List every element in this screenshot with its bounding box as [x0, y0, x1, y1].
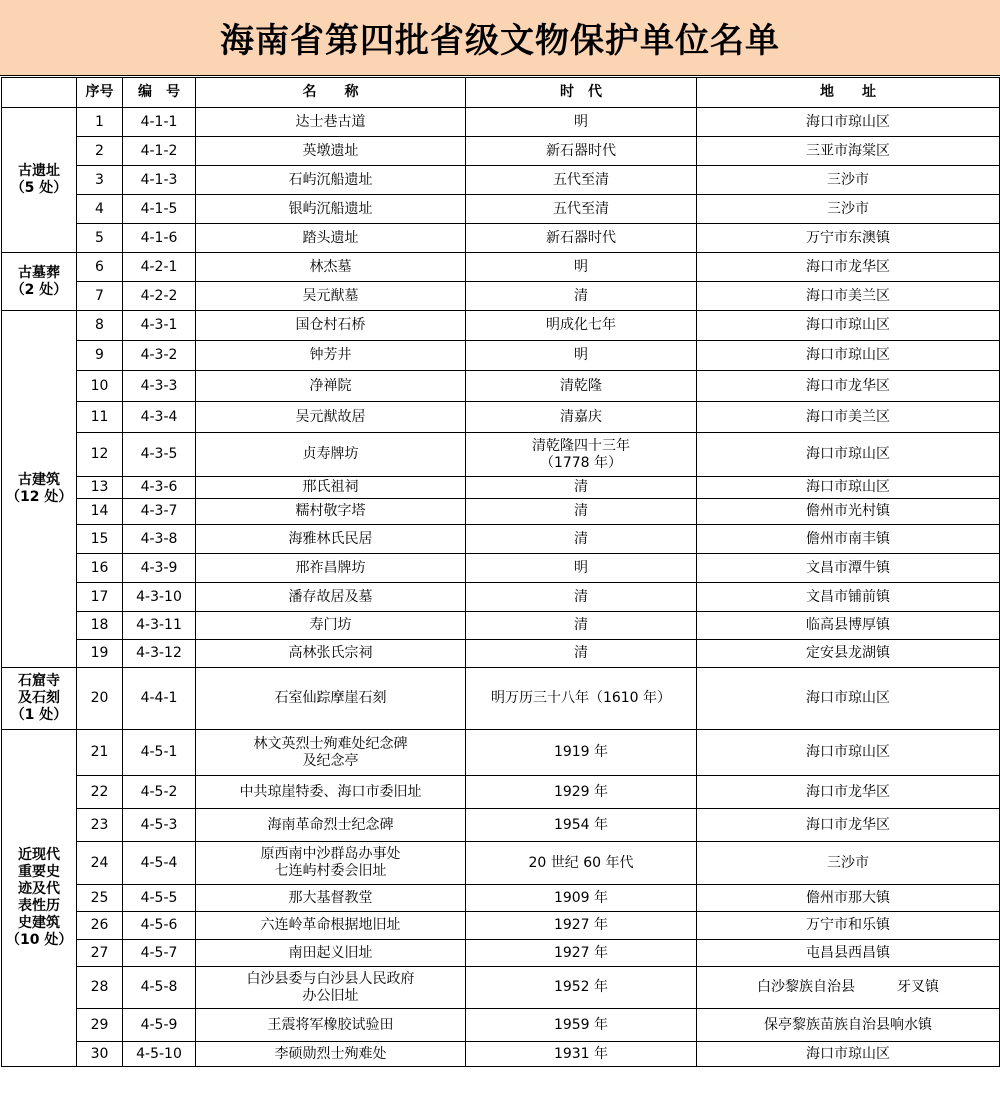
address-cell: 儋州市光村镇	[697, 499, 1000, 525]
address-cell: 文昌市潭牛镇	[697, 554, 1000, 583]
era-cell: 五代至清	[466, 195, 697, 224]
seq-cell: 24	[77, 842, 123, 885]
seq-cell: 21	[77, 730, 123, 776]
table-row	[2, 809, 1000, 842]
code-cell: 4-3-6	[123, 477, 196, 499]
table-row	[2, 583, 1000, 612]
category-cell: 古遗址 （5 处）	[2, 108, 77, 253]
table-row	[2, 668, 1000, 730]
table-row	[2, 1042, 1000, 1067]
name-cell: 寿门坊	[196, 612, 466, 640]
code-cell: 4-5-3	[123, 809, 196, 842]
table-row	[2, 776, 1000, 809]
era-cell: 五代至清	[466, 166, 697, 195]
table-body	[2, 108, 1000, 1067]
header-row	[2, 78, 1000, 108]
seq-cell: 23	[77, 809, 123, 842]
code-cell: 4-5-7	[123, 940, 196, 967]
era-cell: 1909 年	[466, 885, 697, 912]
code-cell: 4-3-3	[123, 371, 196, 402]
seq-cell: 26	[77, 912, 123, 940]
address-cell: 海口市美兰区	[697, 402, 1000, 433]
code-cell: 4-3-9	[123, 554, 196, 583]
name-cell: 达士巷古道	[196, 108, 466, 137]
address-cell: 海口市美兰区	[697, 282, 1000, 311]
name-cell: 糯村敬字塔	[196, 499, 466, 525]
name-cell: 银屿沉船遗址	[196, 195, 466, 224]
heritage-list-table	[1, 77, 1000, 1067]
seq-cell: 16	[77, 554, 123, 583]
seq-cell: 9	[77, 341, 123, 371]
address-cell: 三沙市	[697, 195, 1000, 224]
era-cell: 明	[466, 253, 697, 282]
name-cell: 海南革命烈士纪念碑	[196, 809, 466, 842]
era-cell: 清乾隆四十三年 （1778 年）	[466, 433, 697, 477]
table-row	[2, 640, 1000, 668]
code-cell: 4-1-2	[123, 137, 196, 166]
address-cell: 海口市琼山区	[697, 311, 1000, 341]
code-cell: 4-3-11	[123, 612, 196, 640]
seq-cell: 28	[77, 967, 123, 1009]
address-cell: 海口市琼山区	[697, 668, 1000, 730]
seq-cell: 27	[77, 940, 123, 967]
era-cell: 清乾隆	[466, 371, 697, 402]
address-cell: 保亭黎族苗族自治县响水镇	[697, 1009, 1000, 1042]
code-cell: 4-3-8	[123, 525, 196, 554]
table-row	[2, 525, 1000, 554]
category-cell: 古墓葬 （2 处）	[2, 253, 77, 311]
name-cell: 吴元猷墓	[196, 282, 466, 311]
seq-cell: 19	[77, 640, 123, 668]
address-cell: 定安县龙湖镇	[697, 640, 1000, 668]
address-cell: 三沙市	[697, 842, 1000, 885]
era-cell: 明	[466, 554, 697, 583]
name-cell: 贞寿牌坊	[196, 433, 466, 477]
seq-cell: 1	[77, 108, 123, 137]
address-cell: 白沙黎族自治县 牙叉镇	[697, 967, 1000, 1009]
seq-cell: 3	[77, 166, 123, 195]
era-header: 时 代	[466, 78, 697, 108]
code-cell: 4-1-5	[123, 195, 196, 224]
table-row	[2, 224, 1000, 253]
address-cell: 三亚市海棠区	[697, 137, 1000, 166]
seq-cell: 8	[77, 311, 123, 341]
name-cell: 邢氏祖祠	[196, 477, 466, 499]
table-row	[2, 311, 1000, 341]
table-row	[2, 730, 1000, 776]
table-row	[2, 282, 1000, 311]
seq-cell: 4	[77, 195, 123, 224]
era-cell: 清	[466, 499, 697, 525]
address-cell: 海口市龙华区	[697, 809, 1000, 842]
era-cell: 1927 年	[466, 940, 697, 967]
name-cell: 王震将军橡胶试验田	[196, 1009, 466, 1042]
address-cell: 海口市琼山区	[697, 1042, 1000, 1067]
name-header: 名 称	[196, 78, 466, 108]
code-cell: 4-5-10	[123, 1042, 196, 1067]
era-cell: 清	[466, 640, 697, 668]
era-cell: 1927 年	[466, 912, 697, 940]
name-cell: 邢祚昌牌坊	[196, 554, 466, 583]
code-cell: 4-3-10	[123, 583, 196, 612]
address-cell: 海口市琼山区	[697, 730, 1000, 776]
era-cell: 新石器时代	[466, 224, 697, 253]
table-row	[2, 612, 1000, 640]
code-cell: 4-1-3	[123, 166, 196, 195]
address-cell: 儋州市南丰镇	[697, 525, 1000, 554]
table-row	[2, 912, 1000, 940]
code-cell: 4-3-5	[123, 433, 196, 477]
table-row	[2, 885, 1000, 912]
era-cell: 明	[466, 341, 697, 371]
seq-cell: 7	[77, 282, 123, 311]
table-row	[2, 166, 1000, 195]
code-cell: 4-3-7	[123, 499, 196, 525]
name-cell: 白沙县委与白沙县人民政府 办公旧址	[196, 967, 466, 1009]
name-cell: 原西南中沙群岛办事处 七连屿村委会旧址	[196, 842, 466, 885]
seq-cell: 2	[77, 137, 123, 166]
name-cell: 林杰墓	[196, 253, 466, 282]
name-cell: 踏头遗址	[196, 224, 466, 253]
era-cell: 清	[466, 525, 697, 554]
name-cell: 六连岭革命根据地旧址	[196, 912, 466, 940]
code-cell: 4-2-2	[123, 282, 196, 311]
code-cell: 4-5-2	[123, 776, 196, 809]
name-cell: 南田起义旧址	[196, 940, 466, 967]
seq-cell: 17	[77, 583, 123, 612]
category-cell: 石窟寺 及石刻 （1 处）	[2, 668, 77, 730]
code-cell: 4-2-1	[123, 253, 196, 282]
seq-cell: 6	[77, 253, 123, 282]
name-cell: 那大基督教堂	[196, 885, 466, 912]
address-cell: 海口市龙华区	[697, 253, 1000, 282]
table-row	[2, 371, 1000, 402]
seq-cell: 30	[77, 1042, 123, 1067]
title-banner	[0, 0, 1000, 76]
code-cell: 4-5-8	[123, 967, 196, 1009]
seq-cell: 12	[77, 433, 123, 477]
seq-cell: 13	[77, 477, 123, 499]
table-row	[2, 499, 1000, 525]
table-row	[2, 554, 1000, 583]
seq-cell: 20	[77, 668, 123, 730]
seq-cell: 14	[77, 499, 123, 525]
table-row	[2, 433, 1000, 477]
address-cell: 万宁市东澳镇	[697, 224, 1000, 253]
code-cell: 4-5-9	[123, 1009, 196, 1042]
code-cell: 4-1-1	[123, 108, 196, 137]
table-row	[2, 137, 1000, 166]
era-cell: 新石器时代	[466, 137, 697, 166]
name-cell: 石屿沉船遗址	[196, 166, 466, 195]
name-cell: 吴元猷故居	[196, 402, 466, 433]
code-cell: 4-5-4	[123, 842, 196, 885]
name-cell: 英墩遗址	[196, 137, 466, 166]
table-row	[2, 341, 1000, 371]
name-cell: 净禅院	[196, 371, 466, 402]
address-cell: 临高县博厚镇	[697, 612, 1000, 640]
name-cell: 海雅林氏民居	[196, 525, 466, 554]
address-cell: 三沙市	[697, 166, 1000, 195]
address-cell: 海口市龙华区	[697, 371, 1000, 402]
seq-cell: 18	[77, 612, 123, 640]
era-cell: 1931 年	[466, 1042, 697, 1067]
seq-cell: 22	[77, 776, 123, 809]
name-cell: 钟芳井	[196, 341, 466, 371]
table-row	[2, 402, 1000, 433]
name-cell: 林文英烈士殉难处纪念碑 及纪念亭	[196, 730, 466, 776]
name-cell: 中共琼崖特委、海口市委旧址	[196, 776, 466, 809]
table-row	[2, 1009, 1000, 1042]
address-cell: 海口市琼山区	[697, 108, 1000, 137]
address-cell: 海口市琼山区	[697, 433, 1000, 477]
era-cell: 1954 年	[466, 809, 697, 842]
name-cell: 高林张氏宗祠	[196, 640, 466, 668]
seq-header: 序号	[77, 78, 123, 108]
name-cell: 国仓村石桥	[196, 311, 466, 341]
code-cell: 4-4-1	[123, 668, 196, 730]
code-cell: 4-5-6	[123, 912, 196, 940]
seq-cell: 5	[77, 224, 123, 253]
category-cell: 古建筑 （12 处）	[2, 311, 77, 668]
table-row	[2, 253, 1000, 282]
address-cell: 万宁市和乐镇	[697, 912, 1000, 940]
name-cell: 李硕勋烈士殉难处	[196, 1042, 466, 1067]
era-cell: 清	[466, 583, 697, 612]
table-row	[2, 940, 1000, 967]
address-cell: 海口市龙华区	[697, 776, 1000, 809]
seq-cell: 15	[77, 525, 123, 554]
table-row	[2, 477, 1000, 499]
era-cell: 1952 年	[466, 967, 697, 1009]
era-cell: 20 世纪 60 年代	[466, 842, 697, 885]
category-header	[2, 78, 77, 108]
page-title: 海南省第四批省级文物保护单位名单	[220, 21, 780, 61]
era-cell: 清	[466, 282, 697, 311]
table-row	[2, 195, 1000, 224]
code-cell: 4-1-6	[123, 224, 196, 253]
code-cell: 4-5-1	[123, 730, 196, 776]
code-cell: 4-3-12	[123, 640, 196, 668]
code-header: 编 号	[123, 78, 196, 108]
era-cell: 清	[466, 477, 697, 499]
era-cell: 1929 年	[466, 776, 697, 809]
seq-cell: 11	[77, 402, 123, 433]
category-cell: 近现代 重要史 迹及代 表性历 史建筑 （10 处）	[2, 730, 77, 1067]
name-cell: 石室仙踪摩崖石刻	[196, 668, 466, 730]
address-cell: 海口市琼山区	[697, 341, 1000, 371]
address-cell: 文昌市铺前镇	[697, 583, 1000, 612]
seq-cell: 29	[77, 1009, 123, 1042]
code-cell: 4-3-1	[123, 311, 196, 341]
era-cell: 明	[466, 108, 697, 137]
era-cell: 明成化七年	[466, 311, 697, 341]
code-cell: 4-3-4	[123, 402, 196, 433]
table-row	[2, 967, 1000, 1009]
code-cell: 4-3-2	[123, 341, 196, 371]
address-cell: 海口市琼山区	[697, 477, 1000, 499]
address-cell: 儋州市那大镇	[697, 885, 1000, 912]
seq-cell: 10	[77, 371, 123, 402]
era-cell: 清	[466, 612, 697, 640]
address-cell: 屯昌县西昌镇	[697, 940, 1000, 967]
era-cell: 1959 年	[466, 1009, 697, 1042]
era-cell: 清嘉庆	[466, 402, 697, 433]
table-row	[2, 108, 1000, 137]
table-row	[2, 842, 1000, 885]
name-cell: 潘存故居及墓	[196, 583, 466, 612]
seq-cell: 25	[77, 885, 123, 912]
code-cell: 4-5-5	[123, 885, 196, 912]
era-cell: 1919 年	[466, 730, 697, 776]
address-header: 地 址	[697, 78, 1000, 108]
era-cell: 明万历三十八年（1610 年）	[466, 668, 697, 730]
